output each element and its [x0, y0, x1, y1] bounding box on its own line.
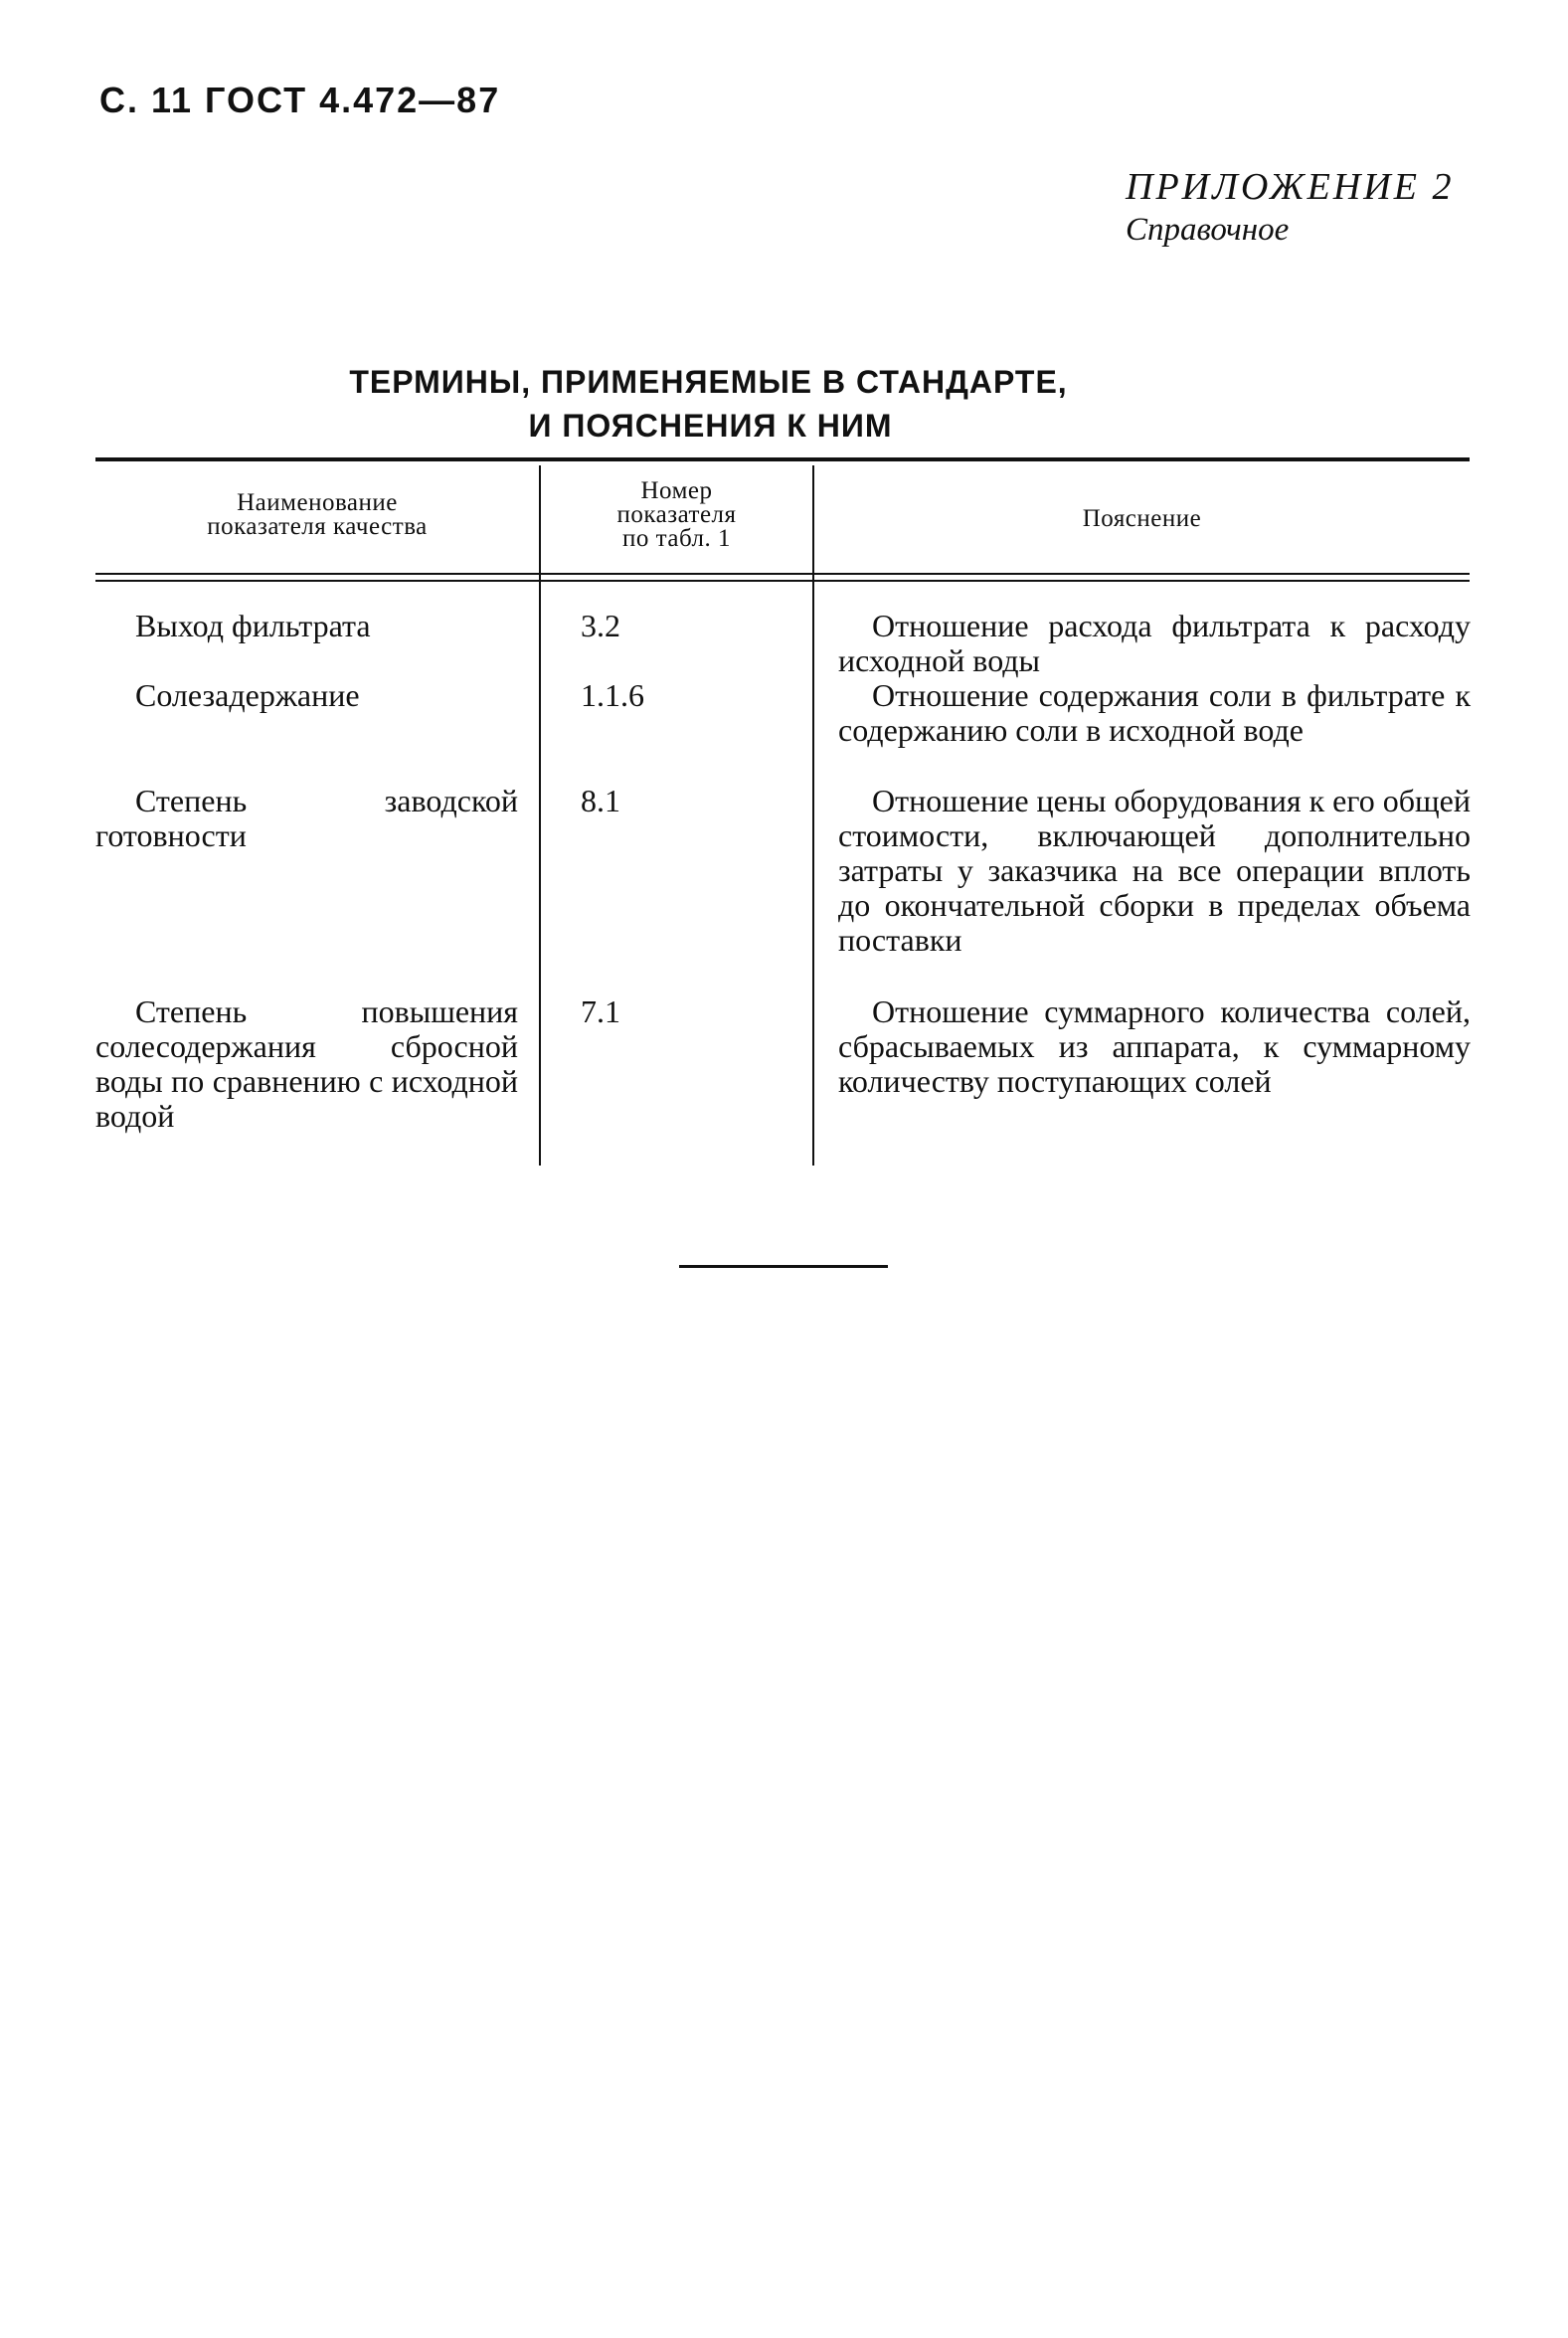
table-column-divider-1	[539, 465, 541, 1166]
document-title-line-2: И ПОЯСНЕНИЯ К НИМ	[528, 408, 893, 444]
row-1-term: Выход фильтрата	[135, 608, 371, 643]
terms-table	[95, 457, 1470, 1166]
appendix-block	[1126, 165, 1454, 251]
column-header-number	[541, 479, 812, 551]
column-header-explanation: Пояснение	[1082, 505, 1202, 532]
document-title-line-1: ТЕРМИНЫ, ПРИМЕНЯЕМЫЕ В СТАНДАРТЕ,	[349, 364, 1068, 400]
table-header-rule	[95, 573, 1470, 575]
row-3-explanation: Отношение цены оборудования к его общей стоимости, включающей дополнительно затраты у заказчика на все операции вплоть до окончательной сборки в пределах объема поставки	[838, 783, 1471, 958]
column-header-name	[95, 491, 539, 539]
table-top-rule	[95, 457, 1470, 461]
row-1-explanation: Отношение расхода фильтрата к расходу исходной воды	[838, 608, 1471, 678]
appendix-subtitle: Справочное	[1126, 212, 1290, 248]
document-title	[0, 360, 1568, 448]
column-header-number-line-1: Номер	[640, 477, 713, 504]
row-2-explanation: Отношение содержания соли в фильтрате к содержанию соли в исходной воде	[838, 677, 1471, 748]
row-4-term: Степень повышения солесодержания сбросной воды по сравнению с исходной водой	[95, 993, 518, 1134]
row-2-number: 1.1.6	[581, 677, 644, 713]
row-4-number: 7.1	[581, 993, 620, 1029]
table-header-rule-double	[95, 580, 1470, 582]
row-2-term: Солезадержание	[135, 677, 360, 713]
page-header: С. 11 ГОСТ 4.472—87	[99, 80, 501, 120]
appendix-title: ПРИЛОЖЕНИЕ 2	[1126, 166, 1455, 208]
row-3-number: 8.1	[581, 783, 620, 818]
column-header-name-line-2: показателя качества	[207, 513, 428, 540]
column-header-name-line-1: Наименование	[237, 489, 398, 516]
row-4-explanation: Отношение суммарного количества солей, сбрасываемых из аппарата, к суммарному количеству поступающих солей	[838, 993, 1471, 1099]
table-column-divider-2	[812, 465, 814, 1166]
end-of-section-rule	[679, 1265, 888, 1268]
column-header-number-line-3: по табл. 1	[621, 525, 732, 552]
row-3-term: Степень заводской готовности	[95, 783, 518, 853]
column-header-number-line-2: показателя	[616, 501, 737, 528]
row-1-number: 3.2	[581, 608, 620, 643]
